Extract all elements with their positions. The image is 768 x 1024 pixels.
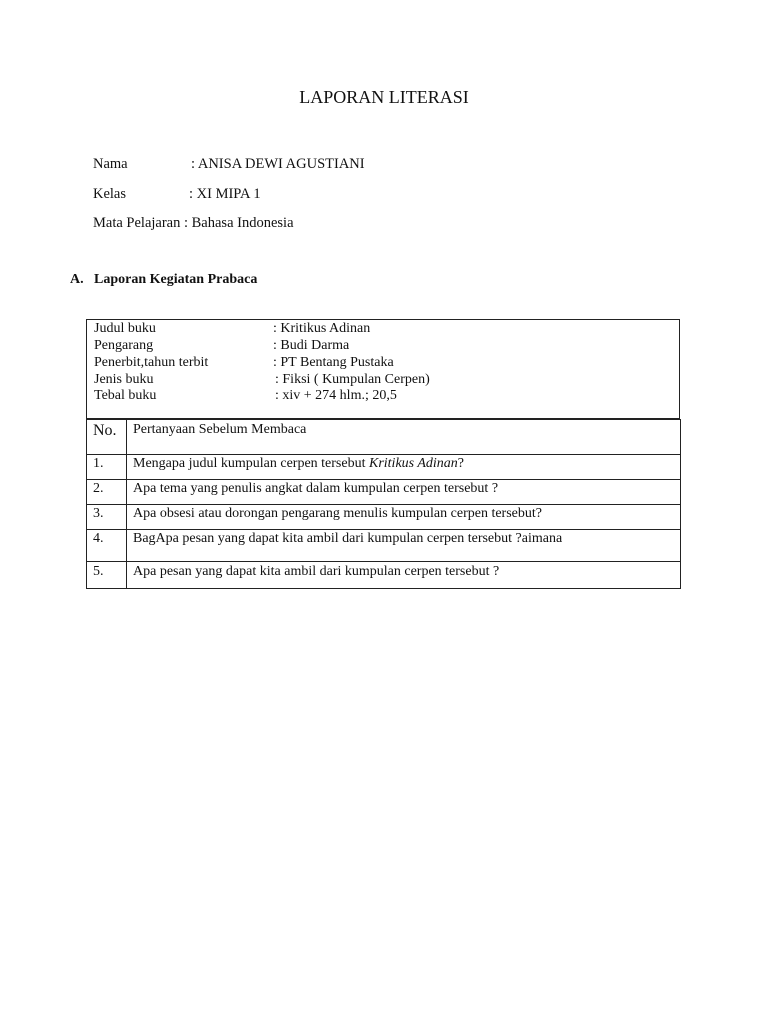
section-title: Laporan Kegiatan Prabaca (94, 272, 258, 287)
table-row (87, 455, 681, 480)
book-info-label: Tebal buku (94, 388, 157, 403)
book-info-value: : Fiksi ( Kumpulan Cerpen) (275, 372, 430, 387)
class-label: Kelas (93, 186, 127, 202)
question-mark: ? (457, 456, 465, 471)
row-number: 1. (87, 455, 127, 480)
row-number: 3. (87, 505, 127, 530)
questions-table (86, 419, 681, 589)
book-title-italic: Kritikus Adinan (368, 456, 458, 471)
row-number: 5. (87, 562, 127, 589)
book-info-value: : Kritikus Adinan (273, 321, 371, 336)
row-question: Apa tema yang penulis angkat dalam kumpulan cerpen tersebut ? (127, 480, 681, 505)
section-a-heading (70, 272, 257, 288)
book-info-value: : Budi Darma (273, 338, 350, 353)
book-info-box (86, 319, 680, 419)
row-question: Apa obsesi atau dorongan pengarang menulis kumpulan cerpen tersebut? (127, 505, 681, 530)
row-question: BagApa pesan yang dapat kita ambil dari kumpulan cerpen tersebut ?aimana (127, 530, 681, 562)
book-info-label: Jenis buku (94, 372, 154, 387)
name-value: : ANISA DEWI AGUSTIANI (191, 156, 365, 172)
row-number: 4. (87, 530, 127, 562)
section-letter: A. (70, 272, 84, 287)
question-text: Mengapa judul kumpulan cerpen tersebut (133, 456, 369, 471)
document-title: LAPORAN LITERASI (299, 87, 469, 107)
row-number: 2. (87, 480, 127, 505)
subject-line: Mata Pelajaran : Bahasa Indonesia (93, 215, 294, 231)
table-row (87, 530, 681, 562)
book-info-label: Penerbit,tahun terbit (94, 355, 209, 370)
name-label: Nama (93, 156, 128, 172)
row-question: Apa pesan yang dapat kita ambil dari kumpulan cerpen tersebut ? (127, 562, 681, 589)
book-info-value: : PT Bentang Pustaka (273, 355, 394, 370)
header-question: Pertanyaan Sebelum Membaca (127, 420, 681, 455)
book-info-value: : xiv + 274 hlm.; 20,5 (275, 388, 397, 403)
table-row (87, 505, 681, 530)
book-info-label: Judul buku (94, 321, 156, 336)
row-question (127, 455, 681, 480)
header-no: No. (87, 420, 127, 455)
book-info-label: Pengarang (94, 338, 154, 353)
class-value: : XI MIPA 1 (189, 186, 261, 202)
table-header-row (87, 420, 681, 455)
table-row (87, 480, 681, 505)
table-row (87, 562, 681, 589)
